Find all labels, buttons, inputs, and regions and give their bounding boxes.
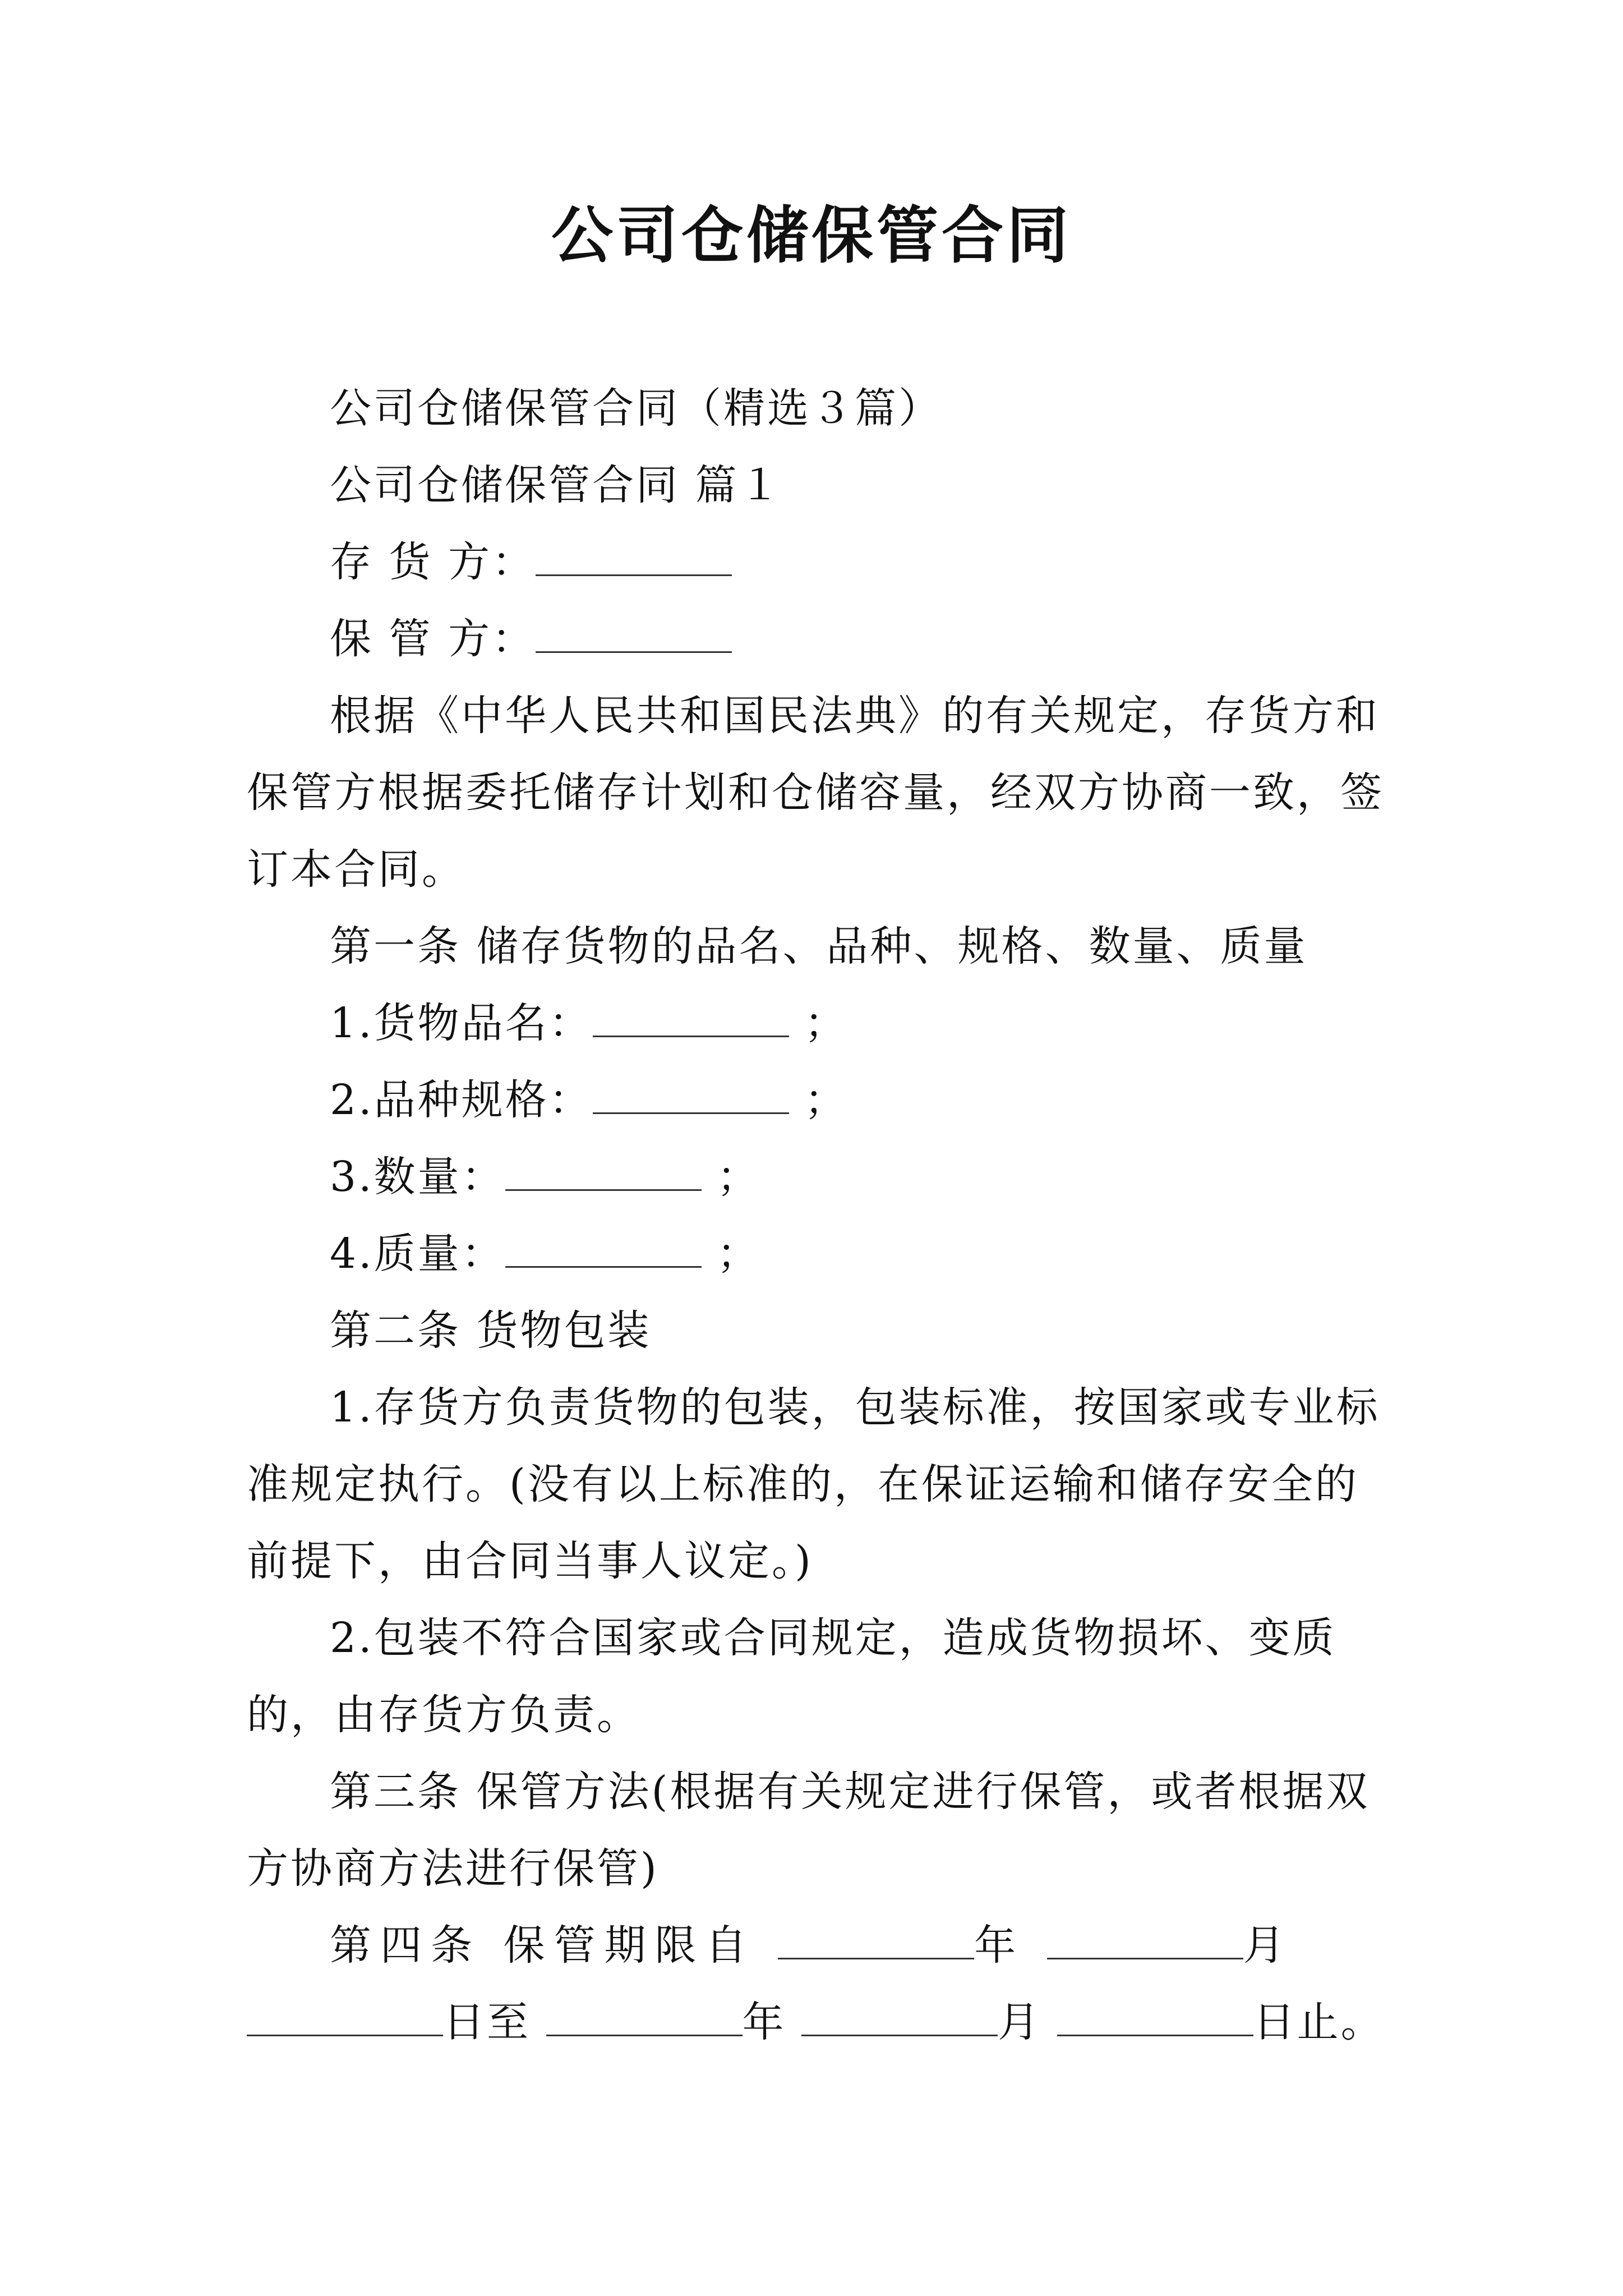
article-4-line-2 bbox=[247, 1984, 1391, 2061]
part-heading: 公司仓储保管合同 篇１ bbox=[330, 461, 783, 509]
spec-blank bbox=[593, 1073, 789, 1114]
custodian-label: 保 管 方： bbox=[330, 615, 536, 663]
semicolon: ； bbox=[804, 1076, 849, 1124]
goods-name-blank bbox=[593, 996, 789, 1037]
custodian-line bbox=[247, 601, 1391, 678]
day-to-text: 日至 bbox=[443, 1998, 531, 2046]
custodian-blank bbox=[536, 612, 732, 653]
article-2-heading: 第二条 货物包装 bbox=[330, 1306, 652, 1355]
spec-label: 2.品种规格： bbox=[330, 1076, 593, 1124]
start-day-blank bbox=[247, 1995, 443, 2036]
month-text: 月 bbox=[1243, 1921, 1294, 1970]
intro-paragraph: 根据《中华人民共和国民法典》的有关规定，存货方和保管方根据委托储存计划和仓储容量，经双方协商一致，签订本合同。 bbox=[247, 692, 1384, 894]
semicolon: ； bbox=[717, 1153, 761, 1201]
end-day-blank bbox=[1057, 1995, 1253, 2036]
article-3-paragraph: 第三条 保管方法(根据有关规定进行保管，或者根据双方协商方法进行保管) bbox=[247, 1768, 1370, 1893]
day-end-text: 日止。 bbox=[1253, 1998, 1385, 2046]
article-1-item-2 bbox=[247, 1062, 1391, 1139]
article-1-item-3 bbox=[247, 1139, 1391, 1216]
quantity-blank bbox=[505, 1150, 702, 1191]
year-text: 年 bbox=[974, 1921, 1025, 1970]
depositor-line bbox=[247, 524, 1391, 601]
article-2-item-1: 1.存货方负责货物的包装，包装标准，按国家或专业标准规定执行。(没有以上标准的，在保证运输和储存安全的前提下，由合同当事人议定。) bbox=[247, 1383, 1380, 1585]
quality-label: 4.质量： bbox=[330, 1230, 505, 1278]
semicolon: ； bbox=[717, 1230, 761, 1278]
document-title: 公司仓储保管合同 bbox=[551, 200, 1072, 272]
article-1-item-1 bbox=[247, 985, 1391, 1062]
year-text: 年 bbox=[742, 1998, 786, 2046]
semicolon: ； bbox=[804, 999, 849, 1047]
depositor-label: 存 货 方： bbox=[330, 538, 536, 586]
end-year-blank bbox=[546, 1995, 743, 2036]
article-1-item-4 bbox=[247, 1216, 1391, 1292]
depositor-blank bbox=[536, 535, 732, 576]
document-body bbox=[247, 370, 1391, 2061]
article-2-item-2: 2.包装不符合国家或合同规定，造成货物损坏、变质的，由存货方负责。 bbox=[247, 1614, 1336, 1739]
term-label: 第四条 保管期限自 bbox=[330, 1921, 756, 1970]
article-4-line-1 bbox=[247, 1907, 1391, 1984]
end-month-blank bbox=[801, 1995, 998, 2036]
quality-blank bbox=[505, 1227, 702, 1268]
month-text: 月 bbox=[998, 1998, 1042, 2046]
start-month-blank bbox=[1047, 1918, 1243, 1959]
start-year-blank bbox=[778, 1918, 974, 1959]
goods-name-label: 1.货物品名： bbox=[330, 999, 593, 1047]
article-1-heading: 第一条 储存货物的品名、品种、规格、数量、质量 bbox=[330, 922, 1308, 970]
quantity-label: 3.数量： bbox=[330, 1153, 505, 1201]
subtitle: 公司仓储保管合同（精选３篇） bbox=[330, 384, 942, 432]
